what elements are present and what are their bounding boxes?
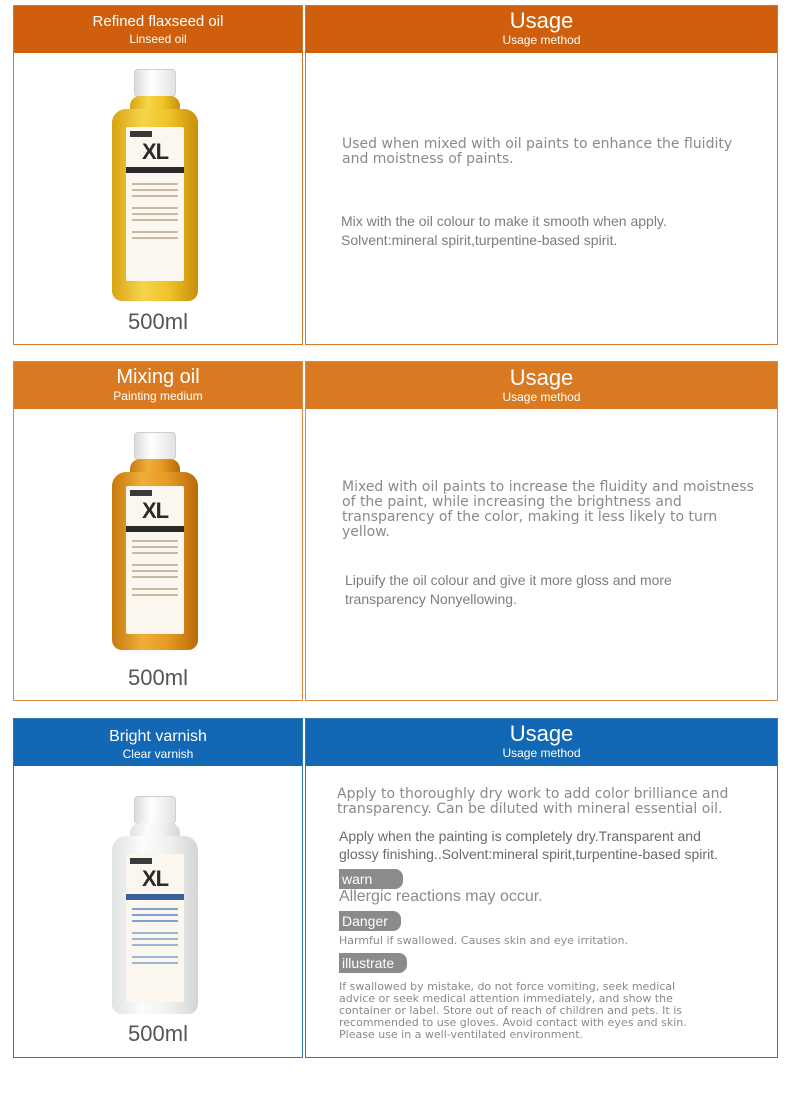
volume-label: 500ml [128,309,188,334]
product-subtitle: Linseed oil [129,32,187,46]
product-section-varnish [13,718,778,1058]
usage-line: Lipuify the oil colour and give it more gloss and more [345,572,672,588]
usage-line: Solvent:mineral spirit,turpentine-based spirit. [341,232,618,248]
usage-title: Usage [509,365,574,390]
product-section-mixing-oil [13,361,778,701]
danger-text: Harmful if swallowed. Causes skin and eye irritation. [339,934,628,947]
usage-title: Usage [509,8,574,33]
usage-line: transparency Nonyellowing. [345,591,517,607]
usage-description: Mixed with oil paints to increase the fluidity and moistness of the paint, while increasing the brightness and transparency of the color, making it less likely to turn yellow. [342,479,754,540]
product-panel [13,718,303,1058]
usage-subtitle: Usage method [502,746,581,760]
usage-header [306,362,777,409]
product-header [14,719,302,766]
illustrate-tag: illustrate [339,953,407,973]
usage-instructions [345,571,765,609]
illustrate-text: If swallowed by mistake, do not force vomiting, seek medical advice or seek medical attention immediately, and show the container or label. Store out of reach of children and pets. It is recommended to use gloves. Avoid contact with eyes and skin. Please use in a well-ventilated environment. [339,980,687,1041]
product-panel [13,5,303,345]
product-header [14,6,302,53]
usage-subtitle: Usage method [502,390,581,404]
usage-description: Apply to thoroughly dry work to add color brilliance and transparency. Can be diluted with mineral essential oil. [337,786,729,817]
usage-panel [305,5,778,345]
usage-description: Used when mixed with oil paints to enhance the fluidity and moistness of paints. [342,136,733,167]
product-title: Refined flaxseed oil [92,13,224,30]
usage-line: glossy finishing..Solvent:mineral spirit,turpentine-based spirit. [339,846,718,862]
warn-tag: warn [339,869,403,889]
usage-instructions [341,212,761,250]
usage-header [306,6,777,53]
danger-tag: Danger [339,911,401,931]
product-title: Mixing oil [116,366,200,388]
warn-text: Allergic reactions may occur. [339,888,543,905]
usage-title: Usage [509,721,574,746]
volume-label: 500ml [128,1021,188,1046]
usage-line: Apply when the painting is completely dry.Transparent and [339,828,701,844]
volume-label: 500ml [128,665,188,690]
usage-subtitle: Usage method [502,33,581,47]
product-subtitle: Clear varnish [122,747,194,761]
varnish-bottle-image: XL [112,796,198,1016]
usage-panel [305,361,778,701]
usage-panel [305,718,778,1058]
usage-instructions [339,827,769,863]
product-section-linseed [13,5,778,345]
product-header [14,362,302,409]
product-title: Bright varnish [109,728,207,745]
linseed-oil-bottle-image: XL [112,69,198,305]
mixing-oil-bottle-image: XL [112,432,198,652]
usage-header [306,719,777,766]
usage-line: Mix with the oil colour to make it smooth when apply. [341,213,667,229]
product-panel [13,361,303,701]
product-subtitle: Painting medium [113,389,203,403]
